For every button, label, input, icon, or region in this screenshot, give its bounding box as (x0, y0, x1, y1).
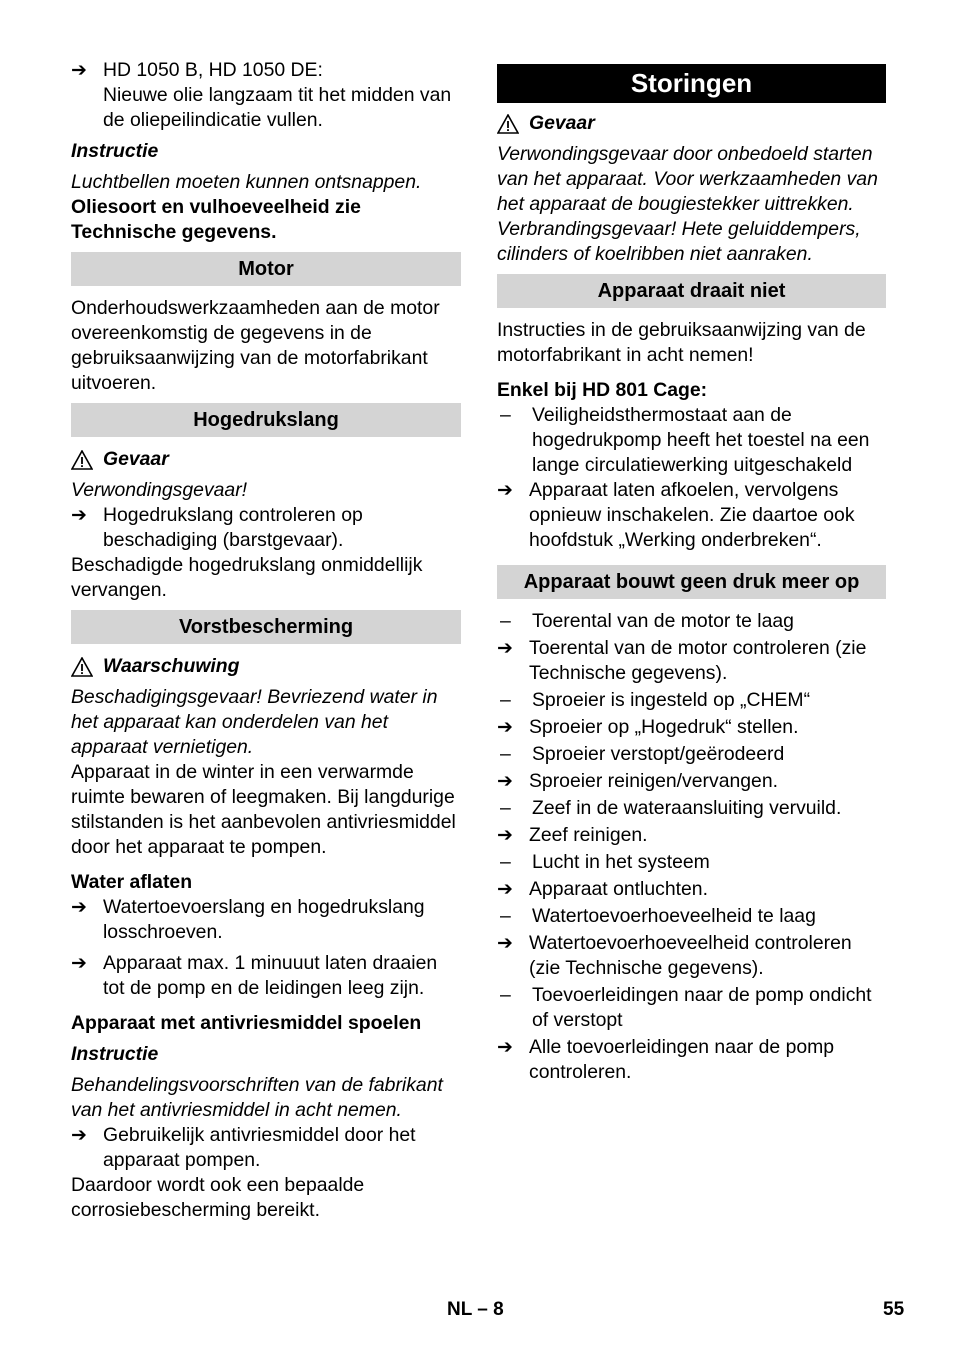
flush-text: Daardoor wordt ook een bepaalde corrosiebescherming bereikt. (71, 1174, 365, 1221)
warning-text: Verwondingsgevaar door onbedoeld starten van het apparaat. Voor werkzaamheden van het apparaat de bougiestekker uittrekken. (497, 143, 878, 215)
page-number: 55 (883, 1299, 905, 1320)
oil-note: Oliesoort en vulhoeveelheid zie Technische gegevens. (71, 196, 361, 243)
dash-item (497, 796, 886, 821)
dash-bullet: – (500, 610, 511, 632)
section-heading-motor: Motor (71, 252, 461, 286)
arrow-item-text: Toerental van de motor controleren (zie Technische gegevens). (529, 637, 867, 684)
dash-bullet: – (500, 905, 511, 927)
right-column (497, 58, 886, 1085)
dash-item-text: Toevoerleidingen naar de pomp ondicht of verstopt (532, 984, 872, 1031)
arrow-item (497, 823, 886, 848)
warning-text: Verbrandingsgevaar! Hete geluiddempers, cilinders of koelribben niet aanraken. (497, 218, 861, 265)
arrow-icon: ➔ (497, 879, 513, 900)
footer-page-sep: – 8 (477, 1299, 504, 1320)
page-footer-center (447, 1297, 504, 1322)
arrow-item-text: Alle toevoerleidingen naar de pomp controleren. (529, 1036, 835, 1083)
section-heading-geen-druk: Apparaat bouwt geen druk meer op (497, 565, 886, 599)
arrow-item (71, 895, 461, 945)
arrow-icon: ➔ (71, 505, 87, 526)
dash-item-text: Sproeier verstopt/geërodeerd (532, 743, 785, 765)
arrow-icon: ➔ (497, 825, 513, 846)
chapter-title: Storingen (497, 64, 886, 103)
subheading-hd-801: Enkel bij HD 801 Cage: (497, 379, 708, 401)
dash-bullet: – (500, 404, 511, 426)
left-column (71, 58, 461, 1223)
dash-bullet: – (500, 743, 511, 765)
dash-item-text: Toerental van de motor te laag (532, 610, 794, 632)
dash-bullet: – (500, 851, 511, 873)
dash-bullet: – (500, 797, 511, 819)
arrow-item-text: Hogedrukslang controleren op beschadiging (barstgevaar). (103, 504, 363, 551)
dash-item (497, 742, 886, 767)
dash-item (497, 609, 886, 634)
arrow-item-text: Watertoevoerslang en hogedrukslang losschroeven. (103, 896, 425, 943)
warning-label: Waarschuwing (103, 655, 240, 677)
dash-item-text: Zeef in de wateraansluiting vervuild. (532, 797, 842, 819)
instructie-label: Instructie (71, 140, 159, 162)
dash-bullet: – (500, 689, 511, 711)
arrow-item (71, 503, 461, 553)
arrow-item-text: Sproeier reinigen/vervangen. (529, 770, 779, 792)
dash-item (497, 688, 886, 713)
arrow-item-text: Gebruikelijk antivriesmiddel door het apparaat pompen. (103, 1124, 416, 1171)
arrow-item-text: Watertoevoerhoeveelheid controleren (zie Technische gegevens). (529, 932, 852, 979)
intro-text: Nieuwe olie langzaam tit het midden van de oliepeilindicatie vullen. (103, 84, 452, 131)
arrow-icon: ➔ (497, 1037, 513, 1058)
arrow-item (497, 636, 886, 686)
arrow-icon: ➔ (497, 638, 513, 659)
arrow-icon: ➔ (497, 717, 513, 738)
dash-item (497, 403, 886, 478)
arrow-icon: ➔ (71, 897, 87, 918)
warning-label: Gevaar (103, 448, 169, 470)
arrow-item-text: Zeef reinigen. (529, 824, 648, 846)
arrow-item (497, 769, 886, 794)
arrow-item (497, 715, 886, 740)
dash-item-text: Veiligheidsthermostaat aan de hogedrukpomp heeft het toestel na een lange circulatiewerking uitgeschakeld (532, 404, 870, 476)
dash-item-text: Sproeier is ingesteld op „CHEM“ (532, 689, 811, 711)
arrow-item (497, 931, 886, 981)
intro-arrow-text: HD 1050 B, HD 1050 DE: (103, 59, 323, 81)
arrow-item-text: Apparaat laten afkoelen, vervolgens opnieuw inschakelen. Zie daartoe ook hoofdstuk „Werking onderbreken“. (529, 479, 855, 551)
footer-lang: NL (447, 1299, 472, 1320)
arrow-item (71, 951, 461, 1001)
arrow-item-text: Sproeier op „Hogedruk“ stellen. (529, 716, 799, 738)
warning-header (497, 111, 886, 136)
arrow-icon: ➔ (497, 480, 513, 501)
arrow-item (497, 877, 886, 902)
warning-header (71, 447, 461, 472)
warning-triangle-icon (71, 657, 93, 677)
arrow-item (497, 478, 886, 553)
intro-arrow-item (71, 58, 461, 133)
frost-text: Apparaat in de winter in een verwarmde ruimte bewaren of leegmaken. Bij langdurige stilstanden is het aanbevolen antivriesmiddel door het apparaat te pompen. (71, 761, 456, 858)
no-run-text: Instructies in de gebruiksaanwijzing van de motorfabrikant in acht nemen! (497, 319, 866, 366)
warning-text: Beschadigingsgevaar! Bevriezend water in het apparaat kan onderdelen van het apparaat vernietigen. (71, 686, 438, 758)
dash-bullet: – (500, 984, 511, 1006)
warning-triangle-icon (497, 114, 519, 134)
hose-text: Beschadigde hogedrukslang onmiddellijk vervangen. (71, 554, 423, 601)
instructie-text: Luchtbellen moeten kunnen ontsnappen. (71, 171, 422, 193)
dash-item (497, 850, 886, 875)
arrow-icon: ➔ (71, 60, 87, 81)
warning-text: Verwondingsgevaar! (71, 479, 248, 501)
instructie-label: Instructie (71, 1043, 159, 1065)
dash-item-text: Lucht in het systeem (532, 851, 710, 873)
motor-text: Onderhoudswerkzaamheden aan de motor overeenkomstig de gegevens in de gebruiksaanwijzing van de motorfabrikant uitvoeren. (71, 297, 440, 394)
section-heading-vorstbescherming: Vorstbescherming (71, 610, 461, 644)
dash-item-text: Watertoevoerhoeveelheid te laag (532, 905, 816, 927)
arrow-icon: ➔ (497, 933, 513, 954)
subheading-spoelen: Apparaat met antivriesmiddel spoelen (71, 1012, 422, 1034)
arrow-item (71, 1123, 461, 1173)
subheading-water-aflaten: Water aflaten (71, 871, 193, 893)
warning-header (71, 654, 461, 679)
instructie-text: Behandelingsvoorschriften van de fabrikant van het antivriesmiddel in acht nemen. (71, 1074, 443, 1121)
arrow-item (497, 1035, 886, 1085)
dash-item (497, 983, 886, 1033)
arrow-icon: ➔ (71, 953, 87, 974)
section-heading-apparaat-draait-niet: Apparaat draait niet (497, 274, 886, 308)
warning-label: Gevaar (529, 112, 595, 134)
troubleshoot-list (497, 609, 886, 1085)
section-heading-hogedrukslang: Hogedrukslang (71, 403, 461, 437)
arrow-icon: ➔ (71, 1125, 87, 1146)
arrow-item-text: Apparaat max. 1 minuuut laten draaien tot de pomp en de leidingen leeg zijn. (103, 952, 438, 999)
warning-triangle-icon (71, 450, 93, 470)
dash-item (497, 904, 886, 929)
arrow-item-text: Apparaat ontluchten. (529, 878, 708, 900)
arrow-icon: ➔ (497, 771, 513, 792)
